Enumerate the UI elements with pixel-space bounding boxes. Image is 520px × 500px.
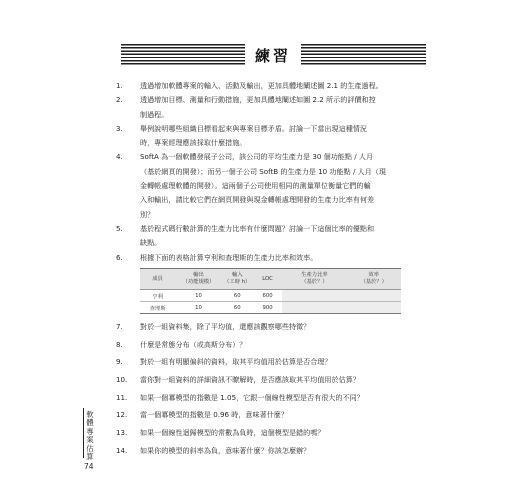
question-8	[116, 338, 416, 352]
table-cell-blank	[282, 302, 346, 314]
question-number: 7.	[116, 322, 123, 331]
question-line: 如果一個冪模型的指數是 1.05，它跟一個線性模型是否有很大的不同？	[140, 392, 364, 402]
question-line: 金轉帳處理軟體的開發）。這兩個子公司使用相同的測量單位衡量它們的輸	[140, 181, 371, 191]
side-rule	[83, 408, 84, 458]
question-12	[116, 408, 416, 422]
table-row	[140, 302, 401, 314]
question-line: SoftA 為一個軟體發展子公司，該公司的平均生產力是 30 個功能點 / 人月	[140, 152, 374, 162]
table-cell: 900	[253, 302, 283, 314]
question-5	[116, 222, 416, 251]
question-line: 對於一組有明顯偏斜的資料，取其平均值用於估算是否合理？	[140, 357, 332, 367]
question-13	[116, 426, 416, 440]
question-line: 基於程式碼行數計算的生產力比率有什麼問題？討論一下這個比率的優點和	[140, 223, 375, 233]
question-line: 如果一個線性迴歸模型的常數為負時，這個模型是錯的嗎？	[140, 428, 325, 438]
question-11	[116, 391, 416, 405]
table-header-member: 成員	[140, 269, 175, 290]
question-14	[116, 444, 416, 458]
table-header-productivity: 生產力比率 （基於？）	[282, 269, 346, 290]
question-line: （基於網頁的開發）；而另一個子公司 SoftB 的生產力是 10 功能點 / 人月（現	[140, 166, 386, 176]
question-list	[116, 79, 416, 265]
table-row	[140, 290, 401, 302]
question-number: 14.	[116, 445, 128, 455]
table-header-input: 輸入 （工時 h）	[222, 269, 253, 290]
question-1	[116, 79, 416, 93]
question-9	[116, 355, 416, 369]
table-cell: 10	[175, 290, 222, 302]
question-number: 12.	[116, 410, 128, 420]
table-header-row	[140, 269, 401, 290]
side-section-label: 軟體專案估算	[86, 410, 94, 462]
table-header-efficiency: 效率 （基於？）	[346, 269, 401, 290]
exercise-title: 練習	[245, 44, 301, 66]
question-list-continued	[116, 320, 416, 458]
page-number: 74	[84, 462, 94, 471]
table-cell: 60	[222, 290, 253, 302]
question-line: 如果你的模型的斜率為負，意味著什麼？你該怎麼辦？	[140, 445, 311, 455]
exercise-title-banner	[121, 44, 426, 66]
question-line: 什麼是常態分布（或高斯分布）？	[140, 339, 247, 349]
question-number: 6.	[116, 252, 123, 262]
question-line: 對於一組資料集，除了平均值，還應該觀察哪些特徵？	[140, 322, 311, 331]
table-cell: 亨利	[140, 290, 175, 302]
question-2	[116, 93, 416, 122]
question-7	[116, 320, 416, 334]
question-number: 9.	[116, 357, 123, 367]
question-line: 透過增加軟體專案的輸入、活動及輸出，更加具體地闡述圖 2.1 的生產過程。	[140, 81, 383, 90]
productivity-table	[140, 268, 401, 314]
question-number: 1.	[116, 81, 123, 90]
table-cell-blank	[282, 290, 346, 302]
question-line: 當一個冪模型的指數是 0.96 時，意味著什麼？	[140, 410, 288, 420]
question-line: 缺點。	[140, 238, 162, 248]
question-number: 3.	[116, 123, 123, 133]
question-number: 5.	[116, 223, 123, 233]
question-line: 入和輸出，請比較它們在網頁開發與現金轉帳處理開發的生產力比率有何差	[140, 195, 375, 205]
question-number: 2.	[116, 95, 123, 105]
table-cell-blank	[346, 290, 401, 302]
table-header-output: 輸出 （功能規模）	[175, 269, 222, 290]
question-line: 制過程。	[140, 109, 169, 119]
question-line: 當你對一組資料的詳細資訊不瞭解時，是否應該取其平均值用於估算？	[140, 375, 360, 385]
question-6	[116, 251, 416, 265]
table-cell-blank	[346, 302, 401, 314]
question-number: 13.	[116, 428, 128, 438]
question-line: 根據下面的表格計算亨利和查理斯的生產力比率和效率。	[140, 252, 318, 262]
question-line: 透過增加目標、測量和行動措施，更加具體地闡述如圖 2.2 所示的評價和控	[140, 95, 376, 105]
question-10	[116, 373, 416, 387]
question-number: 4.	[116, 152, 123, 162]
table-cell: 60	[222, 302, 253, 314]
table-cell: 查理斯	[140, 302, 175, 314]
question-number: 10.	[116, 375, 128, 385]
question-4	[116, 150, 416, 221]
question-line: 時，專案經理應該採取什麼措施。	[140, 138, 247, 148]
question-number: 8.	[116, 339, 123, 349]
table-cell: 10	[175, 302, 222, 314]
question-line: 舉例說明哪些組織目標看起來與專案目標矛盾。討論一下當出現這種情況	[140, 123, 367, 133]
table-cell: 600	[253, 290, 283, 302]
question-3	[116, 122, 416, 151]
question-number: 11.	[116, 392, 128, 402]
table-header-loc: LOC	[253, 269, 283, 290]
question-line: 別？	[140, 209, 155, 219]
